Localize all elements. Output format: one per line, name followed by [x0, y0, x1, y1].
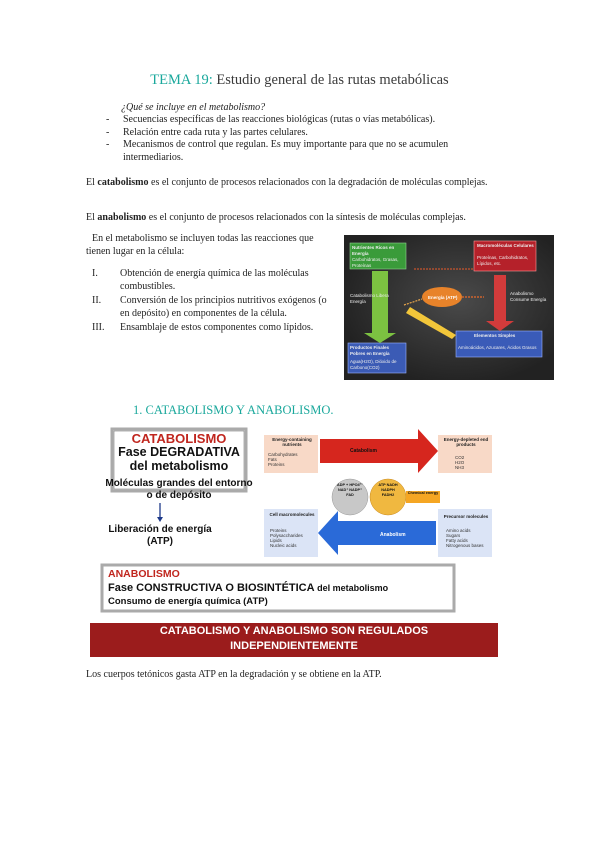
banner-line2: INDEPENDIENTEMENTE [230, 640, 358, 652]
text: El [86, 177, 98, 188]
term: catabolismo [97, 177, 149, 188]
precursor-label: Precursor molecules [443, 514, 489, 519]
section-heading: 1. CATABOLISMO Y ANABOLISMO. [133, 403, 334, 417]
catabolism-label: Catabolism [350, 448, 377, 454]
ana-sub1-main: Fase CONSTRUCTIVA O BIOSINTÉTICA [108, 582, 315, 594]
anabolismo-paragraph [86, 211, 516, 224]
list-item: H2O [455, 460, 465, 465]
list-item: Lipids [270, 538, 282, 543]
energy-depleted-label: Energy-depleted end products [443, 437, 489, 447]
list-item: - Secuencias específicas de las reacciones biológicas (rutas o vías metabólicas). [106, 114, 506, 127]
ana-sub2: Consumo de energía química (ATP) [108, 596, 268, 607]
productos-list: Agua(H2O), Dióxido de Carbono(CO2) [350, 359, 397, 370]
footer-text: Los cuerpos tetónicos gasta ATP en la degradación y se obtiene en la ATP. [86, 669, 382, 680]
cell-list [270, 528, 303, 548]
ana-title: ANABOLISMO [108, 568, 180, 580]
list-item: Carbohydrates [268, 452, 298, 457]
precursor-list [446, 528, 484, 548]
text: Obtención de energía química de las moléculas combustibles. [120, 268, 309, 292]
num: I. [92, 268, 98, 279]
nutrients-label: Nutrientes Ricos en Energía [352, 245, 395, 256]
catabolismo-label: Catabolismo Libera Energía [350, 293, 389, 304]
ana-sub1-tail: del metabolismo [314, 583, 389, 593]
list-item: NH3 [455, 465, 465, 470]
productos-label: Productos Finales Pobres en Energía [350, 345, 390, 356]
macro-label: Macromoléculas Celulares [477, 243, 534, 248]
anabolism-label: Anabolism [380, 532, 406, 538]
nutrients-list: Carbohidratos, Grasas, Proteínas [352, 257, 399, 268]
list-item: - Mecanismos de control que regulan. Es muy importante para que no se acumulen intermediarios. [106, 139, 506, 164]
atp-label: ATP NADH NADPH FADH2 [378, 483, 398, 497]
text: El [86, 212, 98, 223]
catabolismo-paragraph [86, 176, 516, 189]
list-item: - Relación entre cada ruta y las partes celulares. [106, 127, 506, 140]
list-item: Fatty acids [446, 538, 468, 543]
list-item: Amino acids [446, 528, 471, 533]
text: Conversión de los principios nutritivos exógenos (o en depósito) en componentes de la célula. [120, 295, 327, 319]
chemical-energy-label: Chemical energy [407, 491, 439, 495]
metabolism-diagram [344, 235, 554, 380]
title-rest: Estudio general de las rutas metabólicas [212, 72, 449, 88]
list-item [86, 268, 332, 293]
text: es el conjunto de procesos relacionados con la síntesis de moléculas complejas. [146, 212, 466, 223]
text: Ensamblaje de estos componentes como lípidos. [120, 322, 314, 333]
text: es el conjunto de procesos relacionados con la degradación de moléculas complejas. [148, 177, 488, 188]
bullet-list [106, 114, 506, 164]
anabolismo-label: Anabolismo Consume Energía [510, 291, 547, 302]
cat-sub1: Fase DEGRADATIVA [118, 445, 240, 459]
page-title [0, 72, 599, 89]
list-item: Nitrogenous bases [446, 543, 484, 548]
cell-macro-label: Cell macromolecules [269, 512, 315, 517]
liberacion-text: Liberación de energía (ATP) [108, 524, 212, 547]
ana-sub1 [108, 582, 388, 594]
banner-line1: CATABOLISMO Y ANABOLISMO SON REGULADOS [159, 625, 429, 637]
macro-list: Proteínas, Carbohidratos, Lípidos, etc. [477, 255, 529, 266]
list-item [86, 322, 332, 335]
term: anabolismo [97, 212, 147, 223]
roman-list [86, 268, 332, 337]
end-list [455, 455, 464, 470]
list-item: Sugars [446, 533, 461, 538]
elementos-list: Aminoácidos, Azucares, Ácidos Grasos [458, 345, 537, 350]
energia-label: Energía (ATP) [428, 295, 458, 300]
list-item: Proteins [268, 462, 285, 467]
energy-containing-label: Energy-containing nutrients [272, 437, 312, 447]
energy-list [268, 452, 298, 467]
list-item: Proteins [270, 528, 287, 533]
list-item: Nucleic acids [270, 543, 297, 548]
adp-label: ADP + HPO4²⁻ NAD⁺ NADP⁺ FAD [337, 483, 363, 497]
cat-title: CATABOLISMO [131, 431, 227, 446]
moleculas-text: Moléculas grandes del entorno o de depósito [105, 478, 253, 501]
cat-sub2: del metabolismo [129, 459, 229, 473]
list-item: Fats [268, 457, 277, 462]
num: II. [92, 295, 102, 306]
list-item: CO2 [455, 455, 465, 460]
num: III. [92, 322, 105, 333]
list-item: Polysaccharides [270, 533, 303, 538]
list-item [86, 295, 332, 320]
elementos-label: Elementos Simples [474, 333, 516, 338]
intro-text: En el metabolismo se incluyen todas las reacciones que tienen lugar en la célula: [86, 233, 314, 257]
question: ¿Qué se incluye en el metabolismo? [121, 102, 266, 113]
title-tema: TEMA 19: [150, 72, 213, 88]
